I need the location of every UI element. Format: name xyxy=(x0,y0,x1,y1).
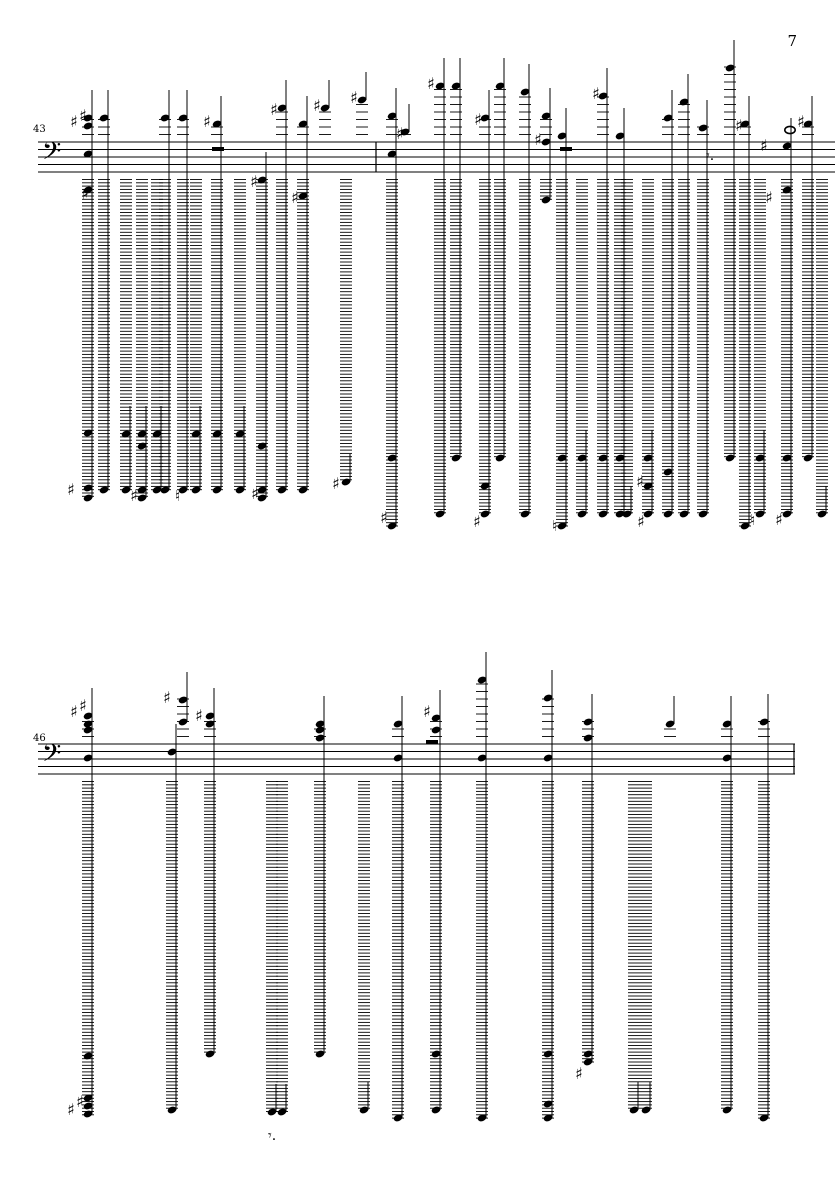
sharp-sign: ♯ xyxy=(575,1064,583,1083)
sharp-sign: ♯ xyxy=(474,110,482,129)
sharp-sign: ♯ xyxy=(195,706,203,725)
measure-number-43: 43 xyxy=(33,124,46,135)
sharp-sign: ♯ xyxy=(534,130,542,149)
natural-sign: ♮ xyxy=(175,487,181,505)
sharp-sign: ♯ xyxy=(396,124,404,143)
page-number: 7 xyxy=(787,32,797,50)
sharp-sign: ♯ xyxy=(79,696,87,715)
sharp-sign: ♯ xyxy=(291,188,299,207)
sharp-sign: ♯ xyxy=(637,512,645,531)
sharp-sign: ♯ xyxy=(163,688,171,707)
sharp-sign: ♯ xyxy=(332,474,340,493)
sharp-sign: ♯ xyxy=(76,1092,84,1111)
sharp-sign: ♯ xyxy=(765,188,773,207)
sharp-sign: ♯ xyxy=(81,184,89,203)
bass-clef: 𝄢 xyxy=(42,137,62,172)
sharp-sign: ♯ xyxy=(270,100,278,119)
natural-sign: ♮ xyxy=(552,517,558,535)
sharp-sign: ♯ xyxy=(250,172,258,191)
sharp-sign: ♯ xyxy=(636,472,644,491)
sharp-sign: ♯ xyxy=(70,112,78,131)
sharp-sign: ♯ xyxy=(130,486,138,505)
sharp-sign: ♯ xyxy=(473,512,481,531)
sharp-sign: ♯ xyxy=(79,106,87,125)
sharp-sign: ♯ xyxy=(350,88,358,107)
sharp-sign: ♯ xyxy=(735,116,743,135)
sharp-sign: ♯ xyxy=(203,112,211,131)
eighth-rest: 𝄾. xyxy=(706,148,715,164)
measure-number-46: 46 xyxy=(33,733,46,744)
sharp-sign: ♯ xyxy=(423,702,431,721)
sharp-sign: ♯ xyxy=(760,136,768,155)
sharp-sign: ♯ xyxy=(67,1100,75,1119)
sharp-sign: ♯ xyxy=(251,484,259,503)
natural-sign: ♮ xyxy=(750,511,756,529)
bass-clef: 𝄢 xyxy=(42,739,62,774)
sharp-sign: ♯ xyxy=(67,480,75,499)
sharp-sign: ♯ xyxy=(427,74,435,93)
sharp-sign: ♯ xyxy=(775,510,783,529)
sharp-sign: ♯ xyxy=(592,84,600,103)
sharp-sign: ♯ xyxy=(797,112,805,131)
sharp-sign: ♯ xyxy=(313,96,321,115)
sharp-sign: ♯ xyxy=(380,508,388,527)
sharp-sign: ♯ xyxy=(70,702,78,721)
